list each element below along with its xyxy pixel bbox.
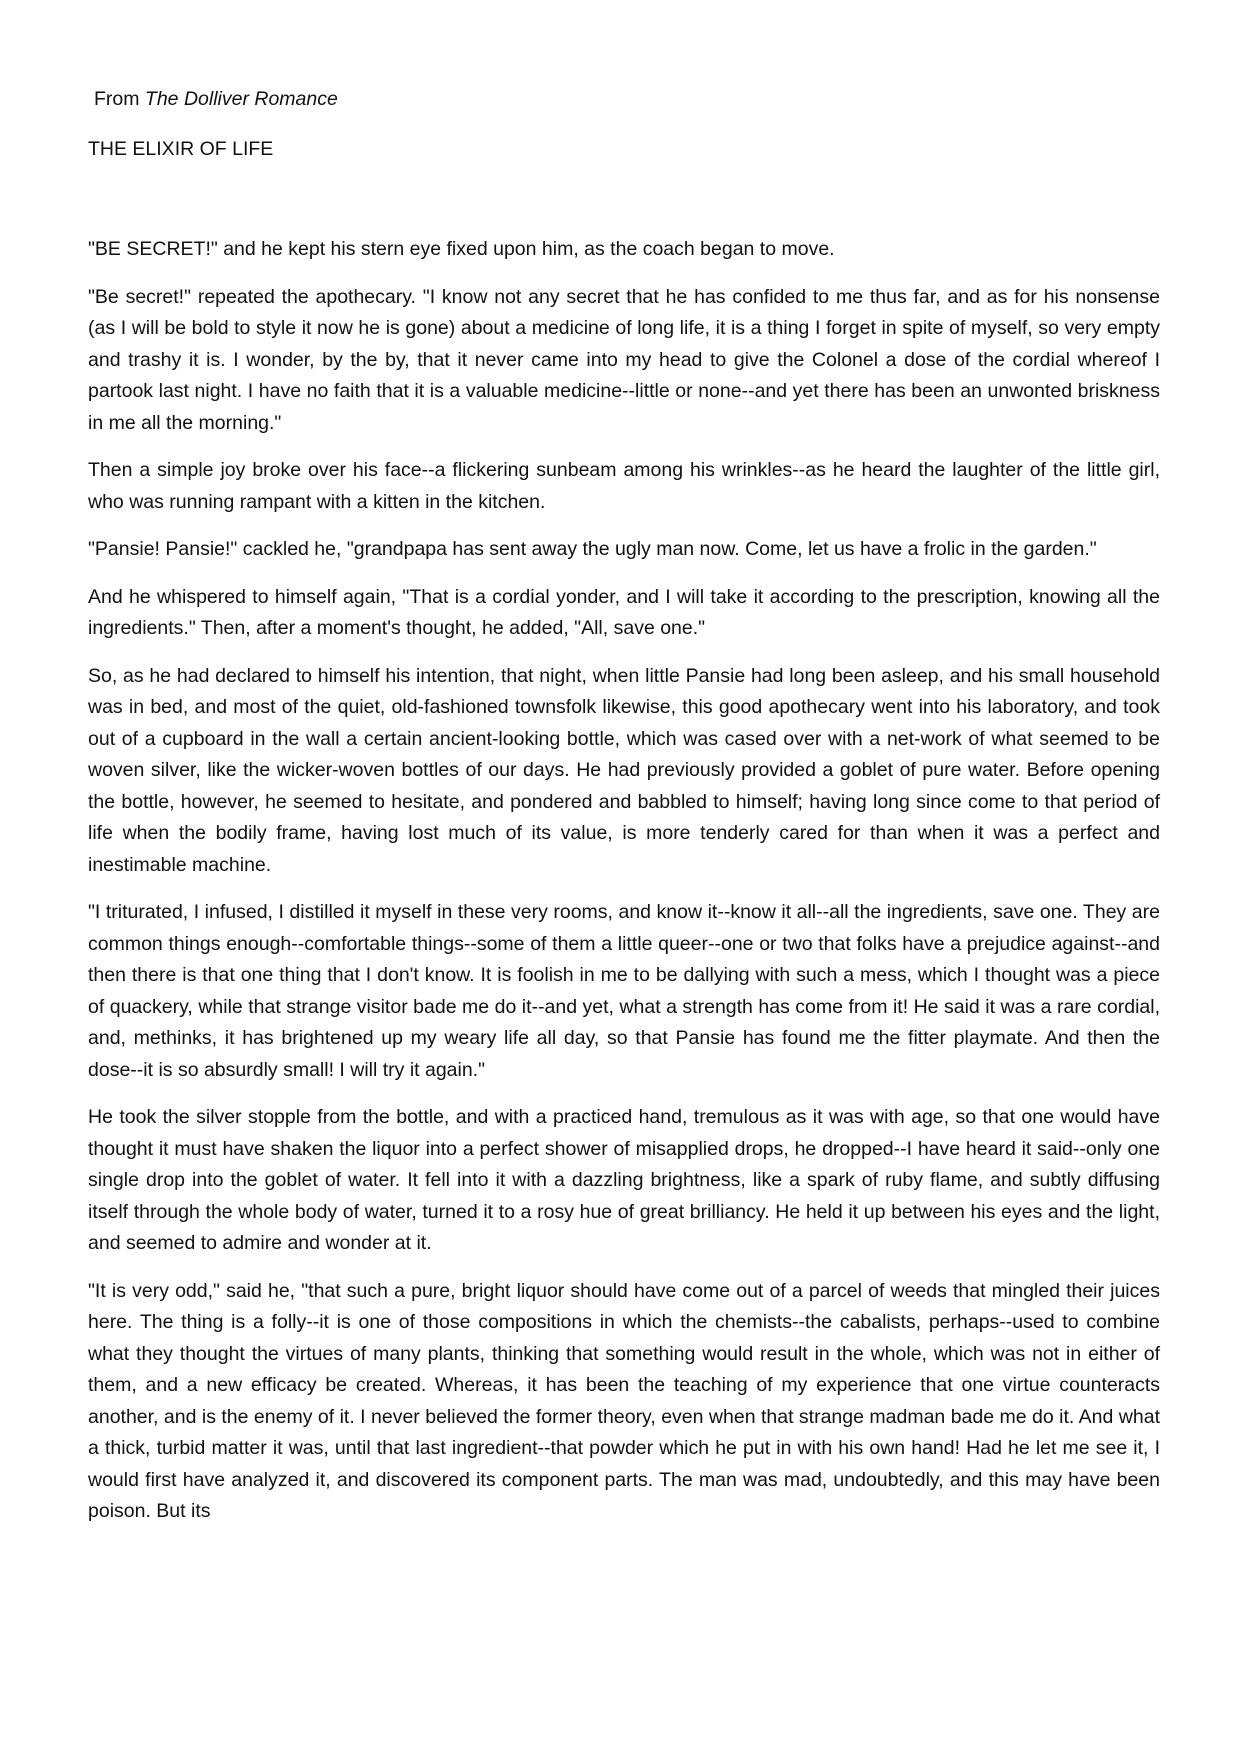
paragraph-2: "Be secret!" repeated the apothecary. "I know not any secret that he has confided to me thus far, and as for his nonsense (as I will be bold to style it now he is gone) about a medicine of long life, it is a thing I forget in spite of myself, so very empty and trashy it is. I wonder, by the by, that it never came into my head to give the Colonel a dose of the cordial whereof I partook last night. I have no faith that it is a valuable medicine--little or none--and yet there has been an unwonted briskness in me all the morning.": [88, 285, 1160, 434]
paragraph-1: "BE SECRET!" and he kept his stern eye fixed upon him, as the coach began to move.: [88, 238, 835, 260]
document-title: THE ELIXIR OF LIFE: [88, 137, 274, 160]
paragraph-5: And he whispered to himself again, "That is a cordial yonder, and I will take it according to the prescription, knowing all the ingredients." Then, after a moment's thought, he added, "All, save one.": [88, 585, 1160, 639]
paragraph-9: "It is very odd," said he, "that such a pure, bright liquor should have come out of a parcel of weeds that mingled their juices here. The thing is a folly--it is one of those compositions in which the chemists--the cabalists, perhaps--used to combine what they thought the virtues of many plants, thinking that something would result in the whole, which was not in either of them, and a new efficacy be created. Whereas, it has been the teaching of my experience that one virtue counteracts another, and is the enemy of it. I never believed the former theory, even when that strange madman bade me do it. And what a thick, turbid matter it was, until that last ingredient--that powder which he put in with his own hand! Had he let me see it, I would first have analyzed it, and discovered its component parts. The man was mad, undoubtedly, and this may have been poison. But its: [88, 1279, 1160, 1522]
document-page: [88, 84, 1160, 1528]
source-line: [94, 84, 1160, 116]
paragraph-8: He took the silver stopple from the bottle, and with a practiced hand, tremulous as it was with age, so that one would have thought it must have shaken the liquor into a perfect shower of misapplied drops, he dropped--I have heard it said--only one single drop into the goblet of water. It fell into it with a dazzling brightness, like a spark of ruby flame, and subtly diffusing itself through the whole body of water, turned it to a rosy hue of great brilliancy. He held it up between his eyes and the light, and seemed to admire and wonder at it.: [88, 1106, 1160, 1254]
paragraph-4: "Pansie! Pansie!" cackled he, "grandpapa has sent away the ugly man now. Come, let us have a frolic in the garden.": [88, 538, 1097, 560]
source-prefix: From: [94, 88, 145, 110]
paragraph-7: "I triturated, I infused, I distilled it myself in these very rooms, and know it--know it all--all the ingredients, save one. They are common things enough--comfortable things--some of them a little queer--one or two that folks have a prejudice against--and then there is that one thing that I don't know. It is foolish in me to be dallying with such a mess, which I thought was a piece of quackery, while that strange visitor bade me do it--and yet, what a strength has come from it! He said it was a rare cordial, and, methinks, it has brightened up my weary life all day, so that Pansie has found me the fitter playmate. And then the dose--it is so absurdly small! I will try it again.": [88, 901, 1160, 1081]
paragraph-6: So, as he had declared to himself his intention, that night, when little Pansie had long been asleep, and his small household was in bed, and most of the quiet, old-fashioned townsfolk likewise, this good apothecary went into his laboratory, and took out of a cupboard in the wall a certain ancient-looking bottle, which was cased over with a net-work of what seemed to be woven silver, like the wicker-woven bottles of our days. He had previously provided a goblet of pure water. Before opening the bottle, however, he seemed to hesitate, and pondered and babbled to himself; having long since come to that period of life when the bodily frame, having lost much of its value, is more tenderly cared for than when it was a perfect and inestimable machine.: [88, 664, 1160, 876]
paragraph-3: Then a simple joy broke over his face--a flickering sunbeam among his wrinkles--as he heard the laughter of the little girl, who was running rampant with a kitten in the kitchen.: [88, 459, 1160, 513]
source-title: The Dolliver Romance: [144, 88, 338, 110]
